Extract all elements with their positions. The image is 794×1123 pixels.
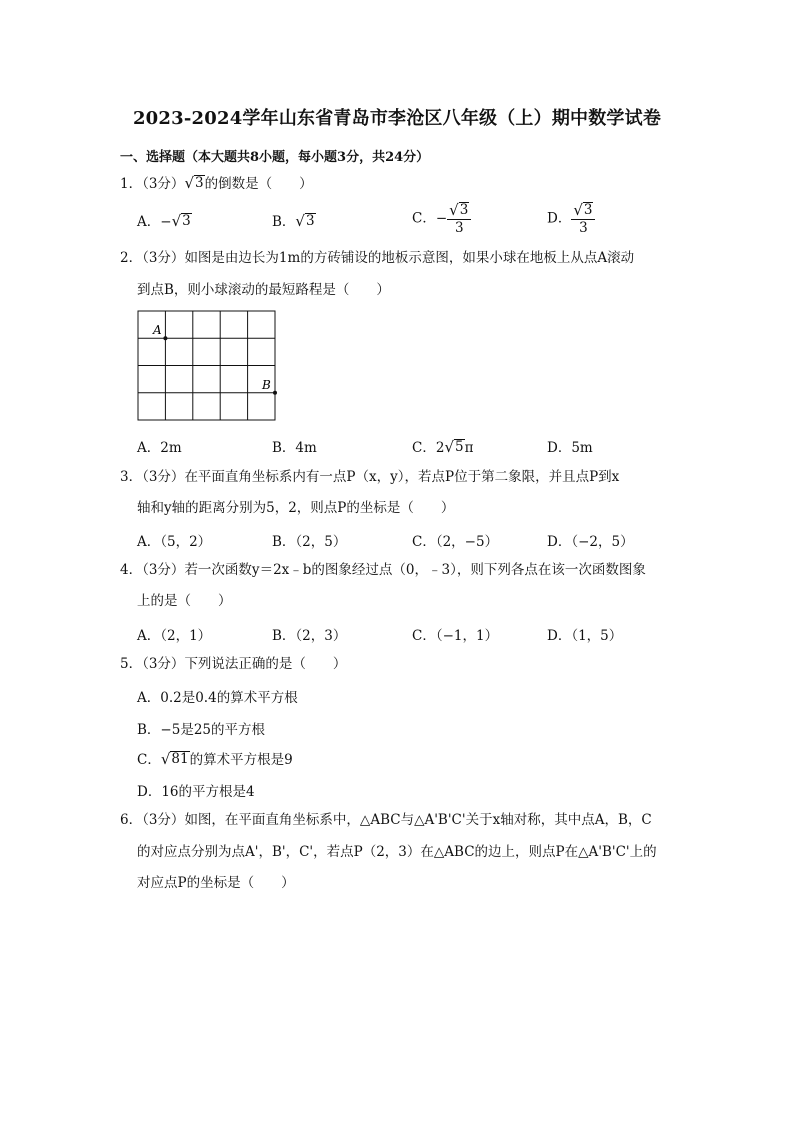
question-number: 2．（3分） [120, 250, 185, 266]
question-text: 下列说法正确的是（ ） [184, 656, 347, 672]
question-2-line2: 到点B，则小球滚动的最短路程是（ ） [137, 282, 390, 298]
point-a-dot [163, 336, 167, 340]
option-b[interactable]: B． √ 3 [272, 212, 315, 230]
option-d[interactable]: D．（−2，5） [547, 534, 634, 550]
option-a[interactable]: A．（5，2） [137, 534, 212, 550]
question-number: 5．（3分） [120, 656, 185, 672]
option-b[interactable]: B．（2，3） [272, 628, 347, 644]
option-c[interactable]: C．− √ 3 3 [412, 202, 471, 236]
question-text: 如图，在平面直角坐标系中，△ABC与△A'B'C'关于x轴对称，其中点A，B，C [184, 812, 652, 828]
question-number: 3．（3分） [120, 469, 185, 485]
option-a[interactable]: A．（2，1） [137, 628, 212, 644]
question-text: 如图是由边长为1m的方砖铺设的地板示意图，如果小球在地板上从点A滚动 [184, 250, 635, 266]
option-b[interactable]: B．4m [272, 440, 317, 456]
question-2 [120, 242, 634, 274]
option-d[interactable]: D．16的平方根是4 [137, 784, 255, 800]
option-b[interactable]: B．（2，5） [272, 534, 347, 550]
option-c[interactable]: C．2 √ 5 π [412, 438, 474, 456]
option-d[interactable]: D．（1，5） [547, 628, 623, 644]
section-heading: 一、选择题（本大题共8小题，每小题3分，共24分） [120, 150, 430, 165]
option-b[interactable]: B．−5是25的平方根 [137, 722, 266, 738]
question-6-line2: 的对应点分别为点A'，B'，C'，若点P（2，3）在△ABC的边上，则点P在△A'B'C'上的 [137, 844, 657, 860]
option-a[interactable]: A．2m [137, 440, 182, 456]
question-6-line3: 对应点P的坐标是（ ） [137, 875, 295, 891]
question-text: 若一次函数y＝2x﹣b的图象经过点（0，﹣3），则下列各点在该一次函数图象 [184, 562, 646, 578]
option-d[interactable]: D．5m [547, 440, 593, 456]
option-c[interactable]: C．（−1，1） [412, 628, 499, 644]
option-c[interactable]: C． √ 81 的算术平方根是9 [137, 750, 293, 768]
question-number: 4．（3分） [120, 562, 185, 578]
option-a[interactable]: A．− √ 3 [137, 212, 191, 230]
fraction: √ 3 3 [571, 202, 595, 236]
question-5 [120, 648, 346, 680]
question-number: 6．（3分） [120, 812, 185, 828]
question-4 [120, 554, 646, 586]
question-6 [120, 804, 652, 836]
question-4-line2: 上的是（ ） [137, 593, 232, 609]
option-d[interactable]: D． √ 3 3 [547, 202, 595, 236]
question-3 [120, 461, 619, 493]
floor-grid-figure [135, 308, 280, 424]
question-1 [120, 168, 313, 200]
question-text: 在平面直角坐标系内有一点P（x，y），若点P位于第二象限，并且点P到x [184, 469, 620, 485]
question-3-line2: 轴和y轴的距离分别为5，2，则点P的坐标是（ ） [137, 500, 455, 516]
fraction: √ 3 3 [447, 202, 471, 236]
question-text: 的倒数是（ ） [204, 176, 313, 192]
option-a[interactable]: A．0.2是0.4的算术平方根 [137, 690, 298, 706]
option-c[interactable]: C．（2，−5） [412, 534, 499, 550]
exam-title: 2023-2024学年山东省青岛市李沧区八年级（上）期中数学试卷 [132, 108, 662, 129]
question-number: 1．（3分） [120, 176, 185, 192]
point-a-label: A [153, 323, 162, 337]
point-b-dot [273, 391, 277, 395]
sqrt-expression: √ 3 [184, 174, 204, 192]
point-b-label: B [262, 378, 271, 392]
